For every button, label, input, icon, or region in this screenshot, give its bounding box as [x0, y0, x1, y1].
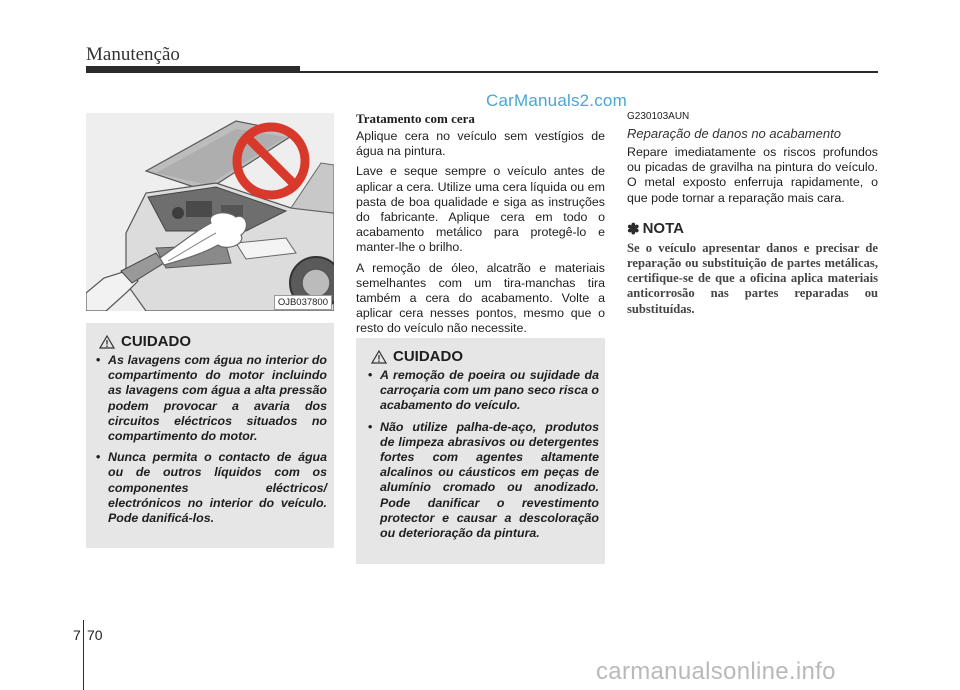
section-title: Manutenção — [86, 44, 180, 65]
footer-watermark: carmanualsonline.info — [596, 658, 836, 685]
caution-item: • Nunca permita o contacto de água ou de outros líquidos com os componentes eléctricos/ electrónicos no interior do veículo. Pode danificá-los. — [96, 450, 327, 526]
caution-item: • A remoção de poeira ou sujidade da carroçaria com um pano seco risca o acabamento do veículo. — [368, 368, 599, 414]
chapter-number: 7 — [73, 627, 81, 643]
warning-triangle-icon — [99, 335, 115, 349]
page-number-divider — [83, 620, 84, 690]
waxing-paragraph: A remoção de óleo, alcatrão e materiais semelhantes com um tira-manchas tira também a cera do acabamento. Volte a aplicar cera nesses pontos, mesmo que o resto do veículo não necessite. — [356, 260, 605, 336]
finish-repair-heading: Reparação de danos no acabamento — [627, 126, 841, 141]
note-text: Se o veículo apresentar danos e precisar de reparação ou substituição de partes metálicas, certifique-se de que a oficina aplica materiais anticorrosão nas partes reparadas ou substituídas. — [627, 240, 878, 316]
caution-list — [96, 353, 327, 526]
page-number: 70 — [87, 627, 103, 643]
caution-box-engine-wash — [86, 323, 334, 548]
finish-repair-paragraph: Repare imediatamente os riscos profundos ou picadas de gravilha na pintura do veículo. O metal exposto enferruja rapidamente, o que pode tornar a reparação mais cara. — [627, 145, 878, 205]
waxing-heading: Tratamento com cera — [356, 111, 475, 126]
caution-list — [368, 368, 599, 541]
note-title: NOTA — [642, 220, 684, 238]
waxing-section — [356, 111, 605, 342]
illustration-code: OJB037800 — [274, 295, 332, 310]
caution-title: CUIDADO — [121, 333, 191, 350]
finish-repair-section — [627, 111, 878, 317]
car-engine-bay-image — [86, 113, 334, 311]
note-heading — [627, 220, 878, 238]
caution-title: CUIDADO — [393, 348, 463, 365]
engine-wash-illustration — [86, 113, 334, 311]
warning-triangle-icon — [371, 350, 387, 364]
caution-item: • As lavagens com água no interior do compartimento do motor incluindo as lavagens com água a alta pressão podem provocar a avaria dos circuitos eléctricos situados no compartimento do motor. — [96, 353, 327, 444]
caution-box-cleaning — [356, 338, 605, 564]
site-watermark: CarManuals2.com — [486, 91, 627, 110]
caution-item: • Não utilize palha-de-aço, produtos de limpeza abrasivos ou detergentes fortes com agentes altamente alcalinos ou cáusticos em peças de alumínio cromado ou anodizado. Pode danificar o revestimento protector e causar a descoloração ou deterioração da pintura. — [368, 420, 599, 542]
waxing-paragraph: Lave e seque sempre o veículo antes de aplicar a cera. Utilize uma cera líquida ou em pasta de boa qualidade e siga as instruções do fabricante. Aplique cera em todo o acabamento metálico para protegê-lo e manter-lhe o brilho. — [356, 164, 605, 255]
section-code: G230103AUN — [627, 111, 690, 122]
asterisk-icon: ✽ — [627, 220, 640, 238]
header-rule — [86, 71, 878, 73]
waxing-paragraph: Aplique cera no veículo sem vestígios de água na pintura. — [356, 129, 605, 159]
